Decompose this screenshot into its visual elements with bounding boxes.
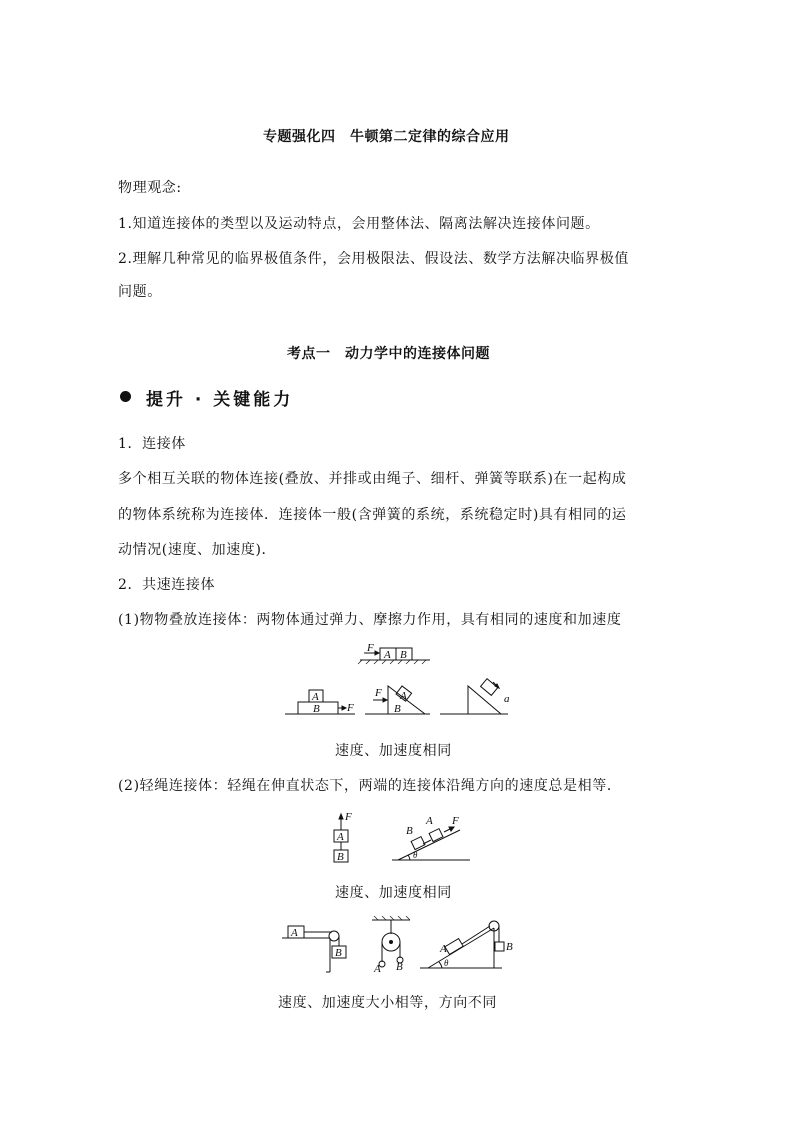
bullet-icon [120, 391, 131, 402]
label-A: A [312, 691, 319, 703]
label-theta: θ [444, 958, 449, 968]
label-A: A [400, 690, 407, 702]
label-F: F [347, 702, 354, 714]
item1-line-1: 多个相互关联的物体连接(叠放、并排或由绳子、细杆、弹簧等联系)在一起构成 [118, 471, 627, 487]
label-A: A [384, 649, 391, 661]
goal-line-3: 问题。 [118, 284, 162, 300]
label-A: A [337, 831, 344, 843]
sub2-text: (2)轻绳连接体：轻绳在伸直状态下，两端的连接体沿绳方向的速度总是相等． [118, 778, 622, 794]
label-A: A [374, 963, 381, 975]
sub1-text: (1)物物叠放连接体：两物体通过弹力、摩擦力作用，具有相同的速度和加速度 [118, 612, 622, 628]
label-B: B [400, 649, 407, 661]
label-F: F [452, 815, 459, 827]
label-A: A [440, 943, 447, 955]
item1-line-2: 的物体系统称为连接体．连接体一般(含弹簧的系统，系统稳定时)具有相同的运 [118, 507, 627, 523]
label-B: B [406, 825, 413, 837]
label-B: B [335, 947, 342, 959]
figure-pulley-systems [280, 912, 520, 980]
goal-line-1: 1.知道连接体的类型以及运动特点，会用整体法、隔离法解决连接体问题。 [118, 216, 600, 232]
label-F: F [367, 642, 374, 654]
figure-stacked-blocks [280, 638, 520, 722]
label-B: B [506, 941, 513, 953]
item2-title: 2．共速连接体 [118, 577, 216, 593]
label-theta: θ [413, 850, 418, 860]
label-B: B [396, 961, 403, 973]
item1-title: 1．连接体 [118, 436, 186, 452]
label-A: A [291, 927, 298, 939]
section-title: 考点一 动力学中的连接体问题 [287, 346, 490, 362]
item1-line-3: 动情况(速度、加速度)． [118, 542, 277, 558]
figure-rope-connected [320, 810, 480, 870]
caption-2: 速度、加速度相同 [335, 885, 452, 901]
label-A: A [426, 815, 433, 827]
goal-line-2: 2.理解几种常见的临界极值条件，会用极限法、假设法、数学方法解决临界极值 [118, 251, 629, 267]
page-title: 专题强化四 牛顿第二定律的综合应用 [263, 129, 510, 145]
caption-1: 速度、加速度相同 [335, 743, 452, 759]
label-B: B [313, 703, 320, 715]
intro-label: 物理观念: [118, 180, 182, 196]
label-B: B [394, 703, 401, 715]
label-a: a [504, 693, 510, 705]
label-F: F [375, 687, 382, 699]
ability-heading: 提升 · 关键能力 [146, 390, 294, 410]
label-B: B [337, 851, 344, 863]
caption-3: 速度、加速度大小相等，方向不同 [278, 995, 497, 1011]
label-F: F [345, 811, 352, 823]
